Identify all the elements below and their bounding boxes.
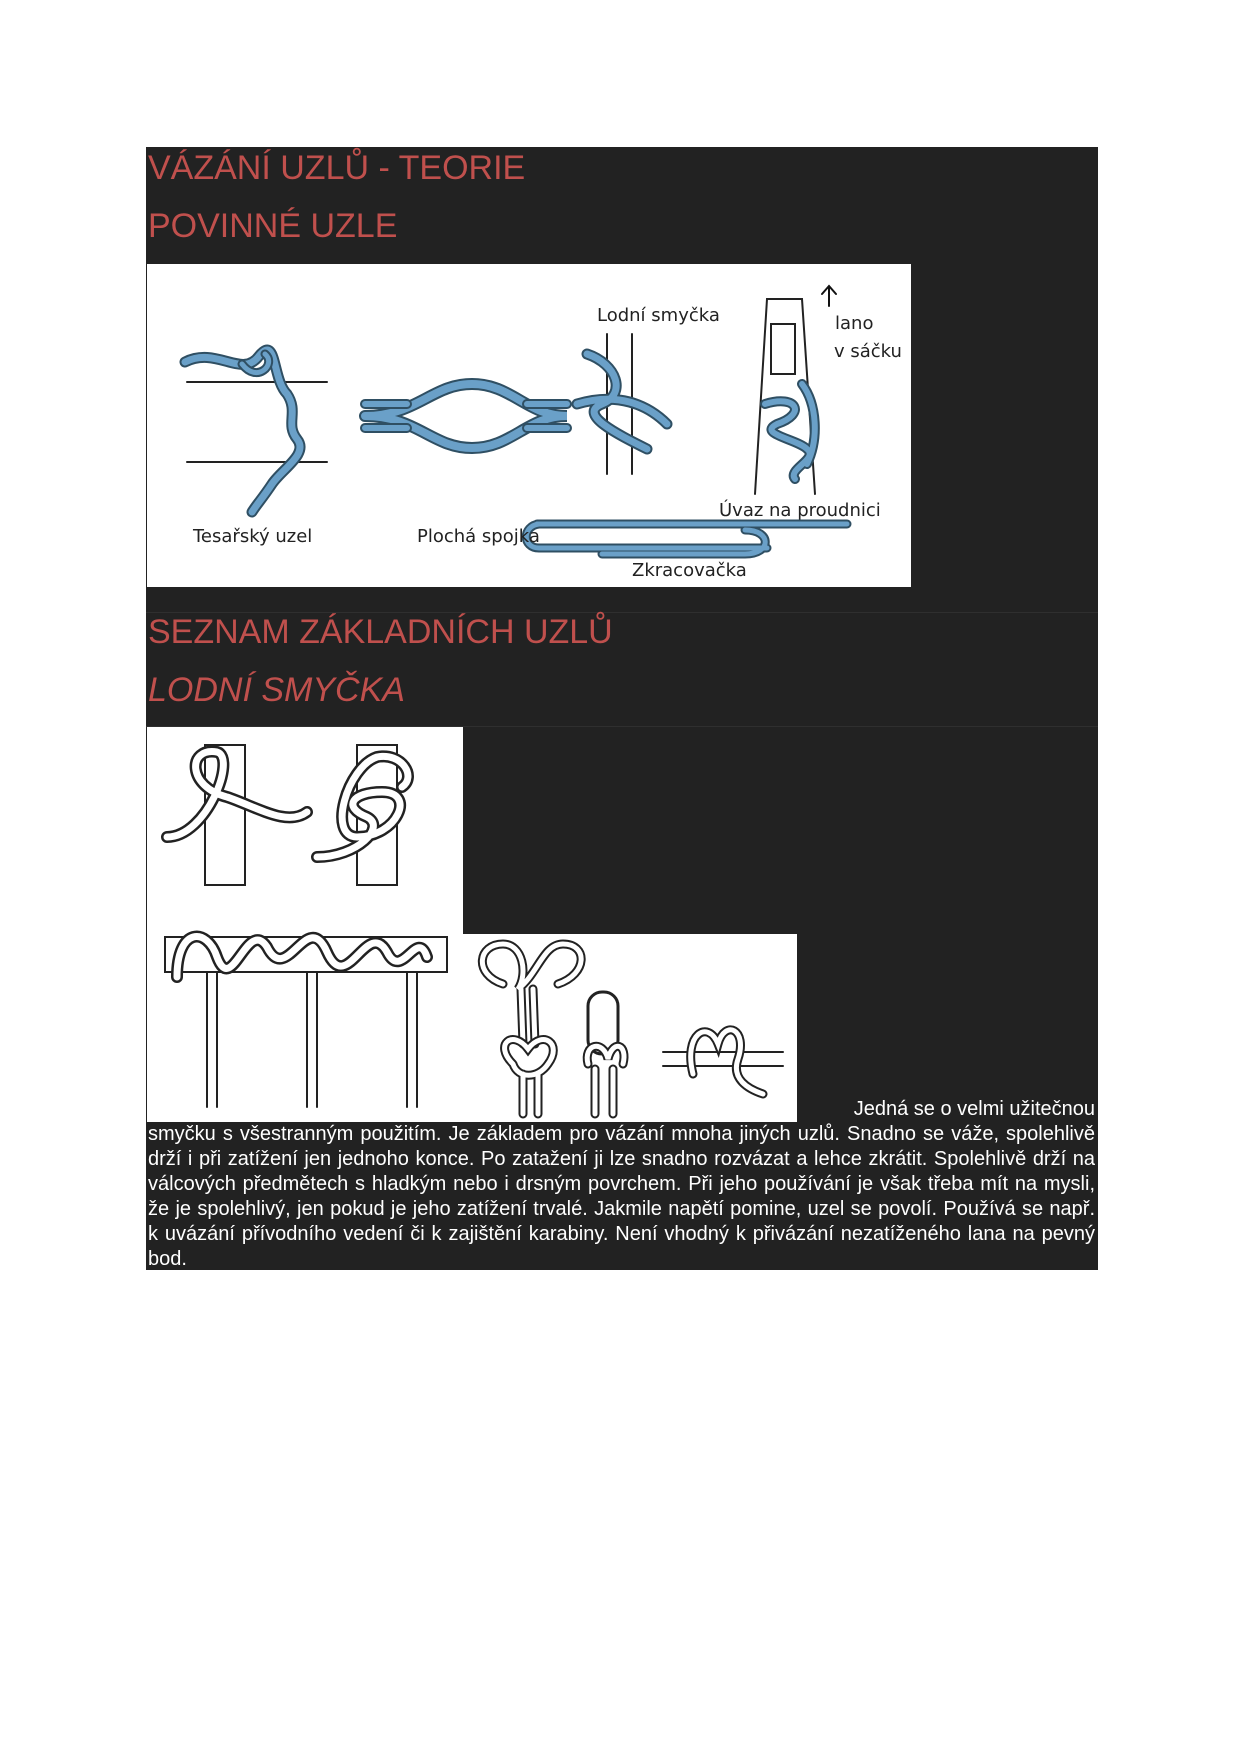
label-zkracovacka: Zkracovačka: [632, 560, 747, 581]
clove-hitch-steps-svg: [147, 727, 463, 1122]
sheepshank-drawing: [526, 524, 847, 554]
label-v-sacku: v sáčku: [834, 341, 902, 362]
loop-steps-svg: [463, 934, 797, 1122]
loop-steps-illustration: [463, 934, 797, 1122]
paragraph-body: smyčku s všestranným použitím. Je základem pro vázání mnoha jiných uzlů. Snadno se váže, spolehlivě drží i při zatížení jen jednoho konce. Po zatažení ji lze snadno rozvázat a lehce zkrátit. Spolehlivě drží na válcových předmětech s hladkým nebo i drsným povrchem. Při jeho používání je však třeba mít na mysli, že je spolehlivý, jen pokud je jeho zatížení trvalé. Jakmile napětí pomine, uzel se povolí. Používá se např. k uvázání přívodního vedení či k zajištění karabiny. Není vhodný k přivázání nezatíženého lana na pevný bod.: [148, 1123, 1095, 1270]
subsection-heading-lodni-smycka: LODNÍ SMYČKA: [148, 671, 405, 709]
section-heading-seznam: SEZNAM ZÁKLADNÍCH UZLŮ: [148, 613, 613, 651]
label-placha-spojka: Plochá spojka: [417, 526, 540, 547]
label-lano: lano: [835, 313, 874, 334]
label-tesarsky-uzel: Tesařský uzel: [193, 526, 313, 547]
knots-illustration: [147, 264, 911, 587]
knots-illustration-svg: [147, 264, 911, 587]
clove-hitch-drawing: [577, 334, 667, 474]
reef-knot-drawing: [365, 384, 567, 448]
nozzle-hitch-drawing: [755, 286, 836, 494]
paragraph-first-line: Jedná se o velmi užitečnou: [853, 1098, 1095, 1120]
label-uvaz-na-proudnici: Úvaz na proudnici: [719, 500, 881, 521]
label-lodni-smycka: Lodní smyčka: [597, 305, 720, 326]
section-heading-povinne-uzle: POVINNÉ UZLE: [148, 207, 398, 245]
timber-hitch-drawing: [185, 350, 327, 512]
document-title: VÁZÁNÍ UZLŮ - TEORIE: [148, 149, 526, 187]
clove-hitch-steps-illustration: [147, 727, 463, 1122]
